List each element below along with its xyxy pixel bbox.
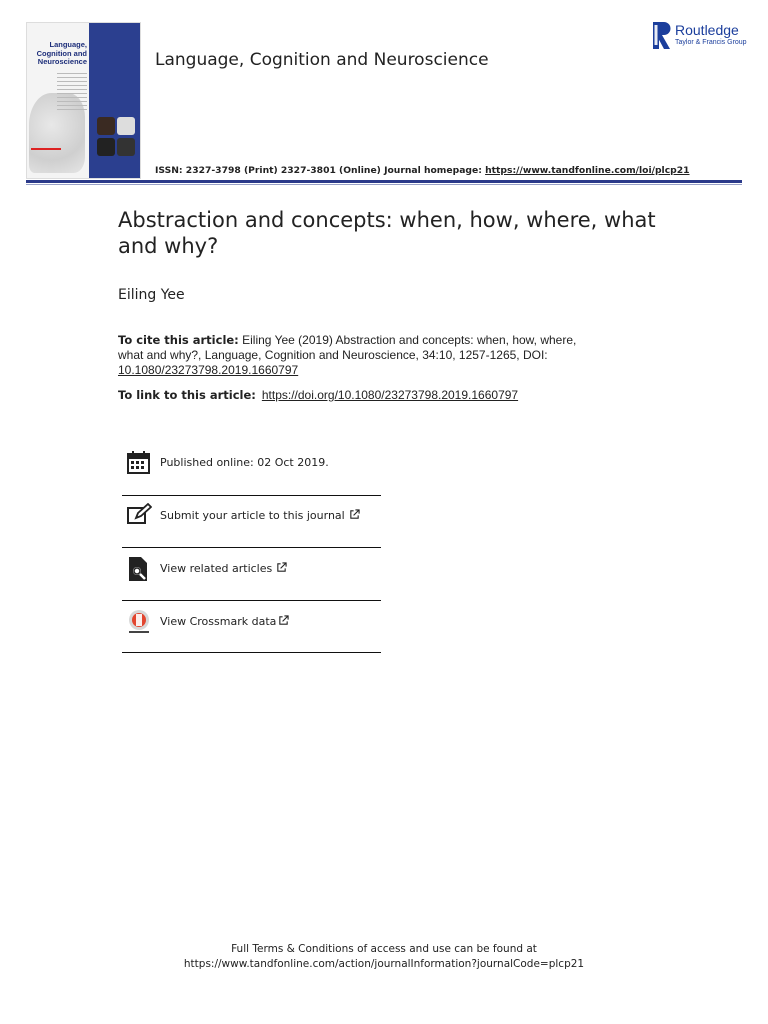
related-articles-link[interactable]	[160, 562, 287, 575]
crossmark-item[interactable]	[122, 609, 381, 661]
cover-text-lines	[57, 73, 87, 113]
cover-red-stripe	[31, 148, 61, 150]
journal-name: Language, Cognition and Neuroscience	[155, 50, 489, 70]
article-doi-link[interactable]: https://doi.org/10.1080/23273798.2019.1660797	[261, 388, 519, 402]
cover-brain-scan-1	[97, 117, 115, 135]
cover-title: Language, Cognition and Neuroscience	[36, 40, 87, 66]
footer	[0, 942, 768, 972]
article-title: Abstraction and concepts: when, how, where, what and why?	[118, 208, 656, 258]
header-rule-thin	[26, 184, 742, 185]
cover-brain-scan-3	[97, 138, 115, 156]
submit-article-text: Submit your article to this journal	[160, 509, 345, 522]
external-link-icon	[278, 615, 289, 626]
divider	[122, 495, 381, 496]
cover-brain-scan-4	[117, 138, 135, 156]
document-search-icon	[126, 556, 152, 582]
issn-line	[155, 165, 690, 176]
edit-icon	[126, 503, 152, 529]
footer-terms-url[interactable]: https://www.tandfonline.com/action/journalInformation?journalCode=plcp21	[183, 958, 585, 970]
routledge-logo	[653, 22, 748, 52]
journal-cover-image	[26, 22, 141, 179]
submit-article-link[interactable]	[160, 509, 360, 522]
header-rule	[26, 180, 742, 183]
cite-text: Eiling Yee (2019) Abstraction and concepts: when, how, where, what and why?, Language, Cognition and Neuroscience, 34:10, 1257-1265, DOI:	[118, 333, 577, 362]
article-link-row	[118, 388, 518, 402]
divider	[122, 600, 381, 601]
issn-text: ISSN: 2327-3798 (Print) 2327-3801 (Online) Journal homepage:	[155, 165, 486, 176]
crossmark-text: View Crossmark data	[160, 615, 277, 628]
crossmark-icon	[126, 609, 152, 635]
article-author: Eiling Yee	[118, 287, 185, 303]
footer-terms-text: Full Terms & Conditions of access and use can be found at	[231, 943, 537, 955]
divider	[122, 547, 381, 548]
cite-label: To cite this article:	[118, 333, 239, 347]
crossmark-link[interactable]	[160, 615, 289, 628]
publisher-name: Routledge	[675, 22, 739, 38]
related-articles-text: View related articles	[160, 562, 273, 575]
cite-doi-link[interactable]: 10.1080/23273798.2019.1660797	[118, 363, 299, 377]
external-link-icon	[276, 562, 287, 573]
link-label: To link to this article:	[118, 388, 256, 402]
external-link-icon	[349, 509, 360, 520]
routledge-r-icon	[653, 22, 671, 49]
calendar-icon	[126, 450, 152, 476]
publisher-sub: Taylor & Francis Group	[675, 39, 747, 46]
citation-block	[118, 333, 588, 378]
journal-homepage-link[interactable]: https://www.tandfonline.com/loi/plcp21	[485, 165, 690, 176]
divider	[122, 652, 381, 653]
cover-brain-scan-2	[117, 117, 135, 135]
published-online-text: Published online: 02 Oct 2019.	[160, 456, 329, 469]
